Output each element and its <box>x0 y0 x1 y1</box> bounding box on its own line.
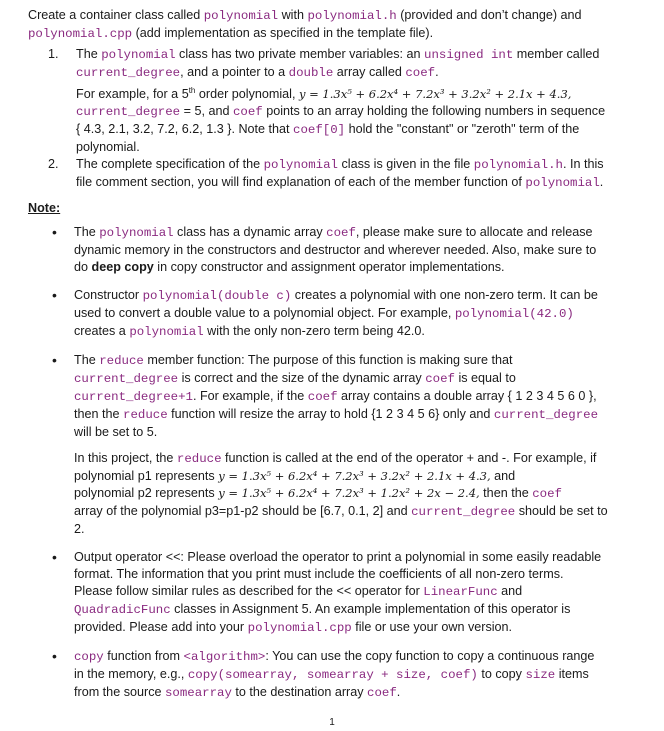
item-text: = 5, and <box>180 104 233 119</box>
item-text: The <box>74 353 100 367</box>
item-text: member function: The purpose of this function is making sure that <box>143 353 513 367</box>
code-span: current_degree+1 <box>74 390 193 404</box>
code-span: current_degree <box>74 372 179 386</box>
code-span: current_degree <box>493 408 599 422</box>
item-text: Output operator <<: Please overload the operator to print a polynomial in some easily readable <box>74 550 602 564</box>
item-text: file or use your own version. <box>351 620 513 634</box>
code-span: reduce <box>123 408 168 422</box>
code-span: reduce <box>99 354 144 368</box>
code-span: reduce <box>176 452 222 466</box>
code-span: polynomial <box>525 176 600 191</box>
code-span: double <box>288 66 334 80</box>
code-span: somearray <box>165 686 232 700</box>
code-header-file: polynomial.h <box>307 9 397 23</box>
code-span: polynomial(42.0) <box>454 307 574 321</box>
code-polynomial: polynomial <box>203 9 279 23</box>
list-number: 2. <box>48 157 59 172</box>
item-text: creates a polynomial with one non-zero term. It can be <box>291 288 598 302</box>
code-span: current_degree <box>411 505 516 519</box>
code-span: coef <box>367 686 397 700</box>
list-item <box>48 156 624 192</box>
list-number: 1. <box>48 47 59 61</box>
item-text: format. The information that you print must include the coefficients of all non-zero terms. <box>74 567 564 581</box>
intro-text: (provided and don’t change) and <box>396 8 582 22</box>
list-item <box>46 352 626 538</box>
item-text: . <box>599 175 604 190</box>
item-text: do <box>74 260 92 274</box>
item-text: items <box>555 667 589 681</box>
item-text: class has a dynamic array <box>173 225 327 239</box>
item-text: . For example, if the <box>192 389 308 403</box>
item-text: then the <box>479 486 533 500</box>
item-text: array contains a double array { 1 2 3 4 5 6 0 }, <box>337 389 597 403</box>
bullet-icon: • <box>52 352 57 368</box>
item-text: is equal to <box>454 371 516 385</box>
item-text: Please follow similar rules as described for the << operator for <box>74 584 424 598</box>
item-text: is correct and the size of the dynamic array <box>178 371 426 385</box>
bold-text: deep copy <box>91 260 154 274</box>
list-item <box>46 648 626 702</box>
code-span: coef <box>425 372 455 386</box>
item-text: provided. Please add into your <box>74 620 248 634</box>
code-span: coef <box>232 105 263 120</box>
page-number: 1 <box>329 717 335 728</box>
bullet-icon: • <box>52 287 57 303</box>
code-span: polynomial.h <box>473 158 563 173</box>
code-span: copy(somearray, somearray + size, coef) <box>187 668 478 682</box>
item-text: will be set to 5. <box>74 425 158 439</box>
note-heading: Note: <box>28 201 61 215</box>
intro-text: (add implementation as specified in the template file). <box>132 26 434 40</box>
code-span: polynomial <box>101 48 176 62</box>
math-equation: y = 1.3x⁵ + 6.2x⁴ + 7.2x³ + 3.2x² + 2.1x + 4.3, <box>298 87 572 102</box>
math-equation: y = 1.3x⁵ + 6.2x⁴ + 7.2x³ + 3.2x² + 2.1x + 4.3, <box>218 469 491 483</box>
notes-list <box>46 224 626 702</box>
item-text: . <box>435 65 439 79</box>
item-text: function will resize the array to hold {1 2 3 4 5 6} only and <box>167 407 494 421</box>
item-text: . In this <box>563 157 604 172</box>
item-text: function is called at the end of the operator + and -. For example, if <box>221 451 597 465</box>
item-text: array of the polynomial p3=p1-p2 should be [6.7, 0.1, 2] and <box>74 504 412 518</box>
item-text: in copy constructor and assignment operator implementations. <box>153 260 505 274</box>
item-text: Constructor <box>74 288 143 302</box>
item-text: to the destination array <box>231 685 368 699</box>
item-text: polynomial. <box>76 140 140 155</box>
bullet-icon: • <box>52 224 57 240</box>
item-text: file comment section, you will find explanation of each of the member function of <box>76 175 526 190</box>
item-text: member called <box>513 47 600 61</box>
item-text: 2. <box>74 522 85 536</box>
item-text: , please make sure to allocate and release <box>355 225 593 239</box>
item-text: points to an array holding the following numbers in sequence <box>262 104 606 119</box>
code-span: <algorithm> <box>183 650 266 664</box>
item-text: dynamic memory in the constructors and destructor and wherever needed. Also, make sure to <box>74 243 597 257</box>
item-text: then the <box>74 407 124 421</box>
item-text: class is given in the file <box>337 157 474 172</box>
item-text: classes in Assignment 5. An example implementation of this operator is <box>170 602 571 616</box>
item-text: with the only non-zero term being 42.0. <box>203 324 425 338</box>
item-text: function from <box>103 649 184 663</box>
code-span: coef[0] <box>293 123 346 138</box>
code-span: coef <box>307 390 338 404</box>
item-text: , and a pointer to a <box>180 65 289 79</box>
item-text: creates a <box>74 324 130 338</box>
item-text: polynomial p2 represents <box>74 486 219 500</box>
code-span: coef <box>326 226 356 240</box>
item-text: For example, for a 5 <box>76 87 189 102</box>
superscript: th <box>188 86 196 95</box>
code-span: QuadradicFunc <box>74 603 171 617</box>
code-span: size <box>525 668 556 682</box>
item-text: The <box>76 47 102 61</box>
code-span: coef <box>532 487 562 501</box>
item-text: The complete specification of the <box>76 157 264 172</box>
item-text: array called <box>333 65 406 79</box>
item-text: The <box>74 225 100 239</box>
math-equation: y = 1.3x⁵ + 6.2x⁴ + 7.2x³ + 1.2x² + 2x − 2.4, <box>218 486 480 500</box>
code-span: polynomial <box>129 325 204 339</box>
code-span: current_degree <box>76 66 181 80</box>
list-item <box>46 549 626 637</box>
requirements-list <box>48 46 624 192</box>
code-span: LinearFunc <box>423 585 498 599</box>
item-text: . <box>396 685 401 699</box>
code-cpp-file: polynomial.cpp <box>28 27 133 41</box>
item-text: should be set to <box>515 504 608 518</box>
list-item <box>46 224 626 276</box>
item-text: and <box>490 469 516 483</box>
intro-paragraph <box>28 7 638 43</box>
list-item <box>46 287 626 341</box>
code-span: polynomial.cpp <box>247 621 352 635</box>
item-text: { 4.3, 2.1, 3.2, 7.2, 6.2, 1.3 }. Note that <box>76 122 294 137</box>
item-text: used to convert a double value to a polynomial object. For example, <box>74 306 455 320</box>
list-item <box>48 46 624 156</box>
item-text: polynomial p1 represents <box>74 469 219 483</box>
item-text: order polynomial, <box>195 87 299 102</box>
intro-text: with <box>278 8 308 22</box>
item-text: from the source <box>74 685 165 699</box>
item-text: : You can use the copy function to copy a continuous range <box>265 649 595 663</box>
code-span: unsigned int <box>424 48 514 62</box>
item-text: and <box>497 584 523 598</box>
code-span: polynomial(double c) <box>142 289 292 303</box>
item-text: hold the "constant" or "zeroth" term of the <box>345 122 580 137</box>
code-span: copy <box>74 650 104 664</box>
code-span: current_degree <box>76 105 181 120</box>
item-text: in the memory, e.g., <box>74 667 188 681</box>
item-text: to copy <box>477 667 526 681</box>
item-text: class has two private member variables: an <box>175 47 425 61</box>
bullet-icon: • <box>52 549 57 565</box>
bullet-icon: • <box>52 648 57 664</box>
code-span: polynomial <box>263 158 338 173</box>
intro-text: Create a container class called <box>28 8 204 22</box>
code-span: polynomial <box>99 226 174 240</box>
code-span: coef <box>405 66 436 80</box>
item-text: In this project, the <box>74 451 177 465</box>
